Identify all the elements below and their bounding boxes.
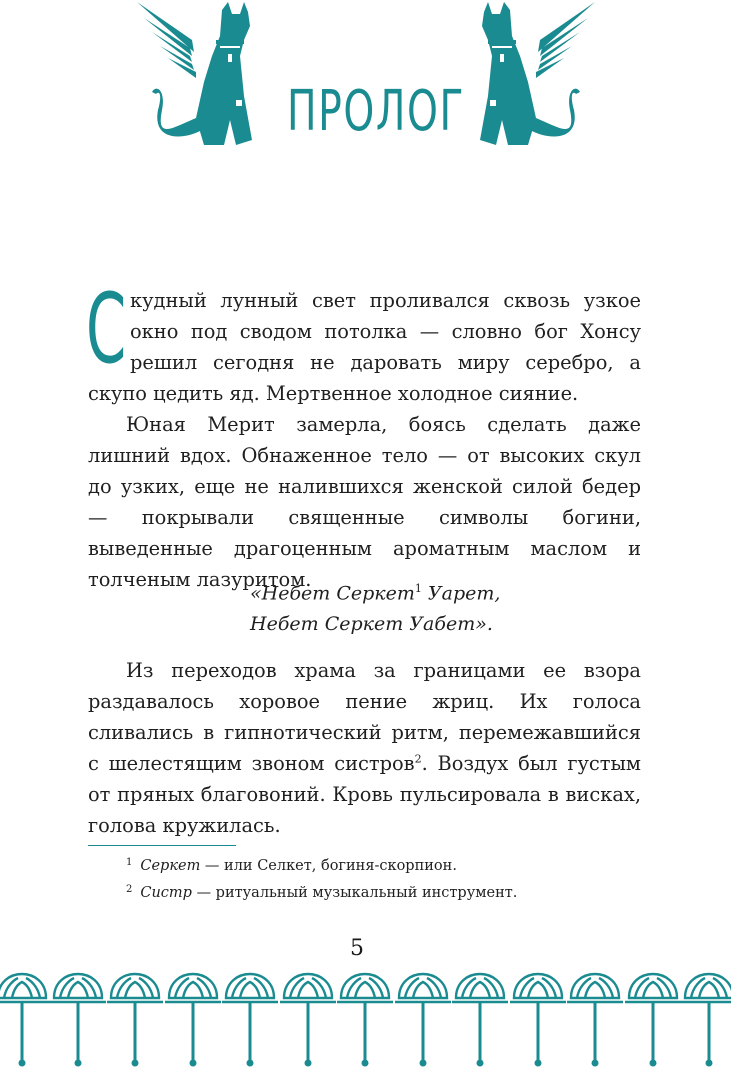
poem-line-1: «Небет Серкет$^1$ Уарет, [250,582,501,605]
poem-quote [250,573,500,640]
winged-cat-left-icon [132,0,282,150]
chapter-title: ПРОЛОГ [287,79,466,144]
drop-cap: С [86,273,127,385]
paragraph-2: Юная Мерит замерла, боясь сделать даже лишний вдох. Обнаженное тело — от высоких скул до узких, еще не налившихся женской силой бедер — покрывали священные символы богини, выведенные драгоценным ароматным маслом и толченым лазуритом. [88,413,641,591]
chapter-header [0,0,731,160]
footnote-divider [88,845,236,846]
paragraph-3: Из переходов храма за границами ее взора раздавалось хоровое пение жриц. Их голоса сливались в гипнотический ритм, перемежавшийся с шелестящим звоном систров$^2$. Воздух был густым от пряных благовоний. Кровь пульсировала в висках, голова кружилась. [88,659,641,837]
paragraph-1-text: кудный лунный свет проливался сквозь узкое окно под сводом потолка — словно бог Хонсу решил сегодня не даровать миру серебро, а скупо цедить яд. Мертвенное холодное сияние. [88,289,641,405]
winged-cat-right-icon [450,0,600,150]
text-body-top [86,273,641,595]
footnotes [126,851,517,905]
footnote-1: $^1$ Серкет — или Селкет, богиня-скорпион. [126,857,457,874]
paragraph-1 [86,273,641,409]
footnote-ref-2[interactable]: 2 [414,752,422,766]
poem-line-2: Небет Серкет Уабет». [250,613,493,636]
footnote-ref-1[interactable]: 1 [414,582,422,595]
footnote-2: $^2$ Систр — ритуальный музыкальный инструмент. [126,884,518,901]
lotus-border-ornament [0,968,731,1067]
page-number: 5 [350,936,364,961]
